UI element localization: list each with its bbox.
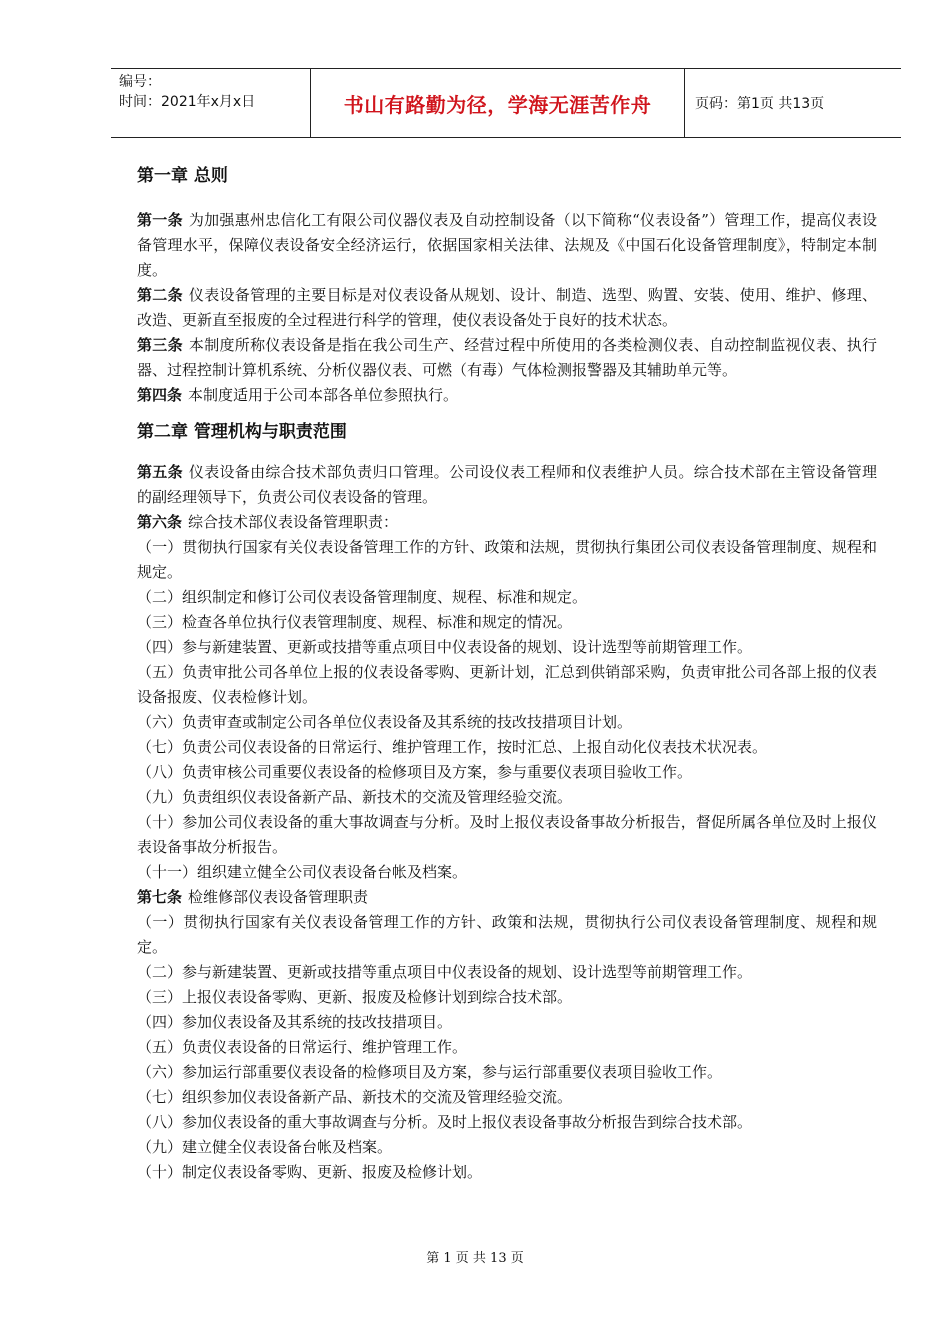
- document-number-label: 编号：: [119, 74, 161, 90]
- chapter-title: 第二章 管理机构与职责范围: [137, 422, 347, 442]
- paragraph-text: （六）负责审查或制定公司各单位仪表设备及其系统的技改技措项目计划。: [137, 713, 633, 731]
- paragraph-text: （三）检查各单位执行仪表管理制度、规程、标准和规定的情况。: [137, 613, 573, 631]
- paragraph-text: 本制度适用于公司本部各单位参照执行。: [188, 386, 459, 404]
- list-item: [137, 585, 877, 610]
- paragraph-text: （三）上报仪表设备零购、更新、报废及检修计划到综合技术部。: [137, 988, 573, 1006]
- article-paragraph: [137, 283, 877, 333]
- list-item: [137, 535, 877, 585]
- article-label: 第六条: [137, 513, 183, 531]
- list-item: [137, 910, 877, 960]
- paragraph-text: （十）参加公司仪表设备的重大事故调查与分析。及时上报仪表设备事故分析报告，督促所属各单位及时上报仪表设备事故分析报告。: [137, 813, 877, 856]
- list-item: [137, 735, 877, 760]
- page-header: [111, 68, 901, 138]
- list-item: [137, 660, 877, 710]
- paragraph-text: （六）参加运行部重要仪表设备的检修项目及方案，参与运行部重要仪表项目验收工作。: [137, 1063, 723, 1081]
- list-item: [137, 610, 877, 635]
- paragraph-text: （四）参与新建装置、更新或技措等重点项目中仪表设备的规划、设计选型等前期管理工作。: [137, 638, 753, 656]
- article-label: 第四条: [137, 386, 183, 404]
- document-body: [137, 162, 877, 1185]
- list-item: [137, 635, 877, 660]
- paragraph-text: （九）建立健全仪表设备台帐及档案。: [137, 1138, 393, 1156]
- paragraph-text: （七）组织参加仪表设备新产品、新技术的交流及管理经验交流。: [137, 1088, 573, 1106]
- list-item: [137, 1160, 877, 1185]
- list-item: [137, 1035, 877, 1060]
- paragraph-text: （一）贯彻执行国家有关仪表设备管理工作的方针、政策和法规，贯彻执行集团公司仪表设备管理制度、规程和规定。: [137, 538, 877, 581]
- header-meta: [111, 69, 311, 137]
- article-paragraph: [137, 333, 877, 383]
- list-item: [137, 785, 877, 810]
- list-item: [137, 985, 877, 1010]
- paragraph-text: 仪表设备管理的主要目标是对仪表设备从规划、设计、制造、选型、购置、安装、使用、维护、修理、改造、更新直至报废的全过程进行科学的管理，使仪表设备处于良好的技术状态。: [137, 286, 877, 329]
- paragraph-text: （十一）组织建立健全公司仪表设备台帐及档案。: [137, 863, 468, 881]
- paragraph-text: （五）负责审批公司各单位上报的仪表设备零购、更新计划，汇总到供销部采购，负责审批公司各部上报的仪表设备报废、仪表检修计划。: [137, 663, 877, 706]
- list-item: [137, 1010, 877, 1035]
- list-item: [137, 1110, 877, 1135]
- article-paragraph: [137, 885, 877, 910]
- article-paragraph: [137, 460, 877, 510]
- article-label: 第五条: [137, 463, 183, 481]
- list-item: [137, 810, 877, 860]
- paragraph-text: （八）参加仪表设备的重大事故调查与分析。及时上报仪表设备事故分析报告到综合技术部。: [137, 1113, 753, 1131]
- article-label: 第三条: [137, 336, 183, 354]
- paragraph-text: （二）参与新建装置、更新或技措等重点项目中仪表设备的规划、设计选型等前期管理工作。: [137, 963, 753, 981]
- paragraph-text: 仪表设备由综合技术部负责归口管理。公司设仪表工程师和仪表维护人员。综合技术部在主管设备管理的副经理领导下，负责公司仪表设备的管理。: [137, 463, 877, 506]
- paragraph-text: （四）参加仪表设备及其系统的技改技措项目。: [137, 1013, 453, 1031]
- paragraph-text: （十）制定仪表设备零购、更新、报废及检修计划。: [137, 1163, 483, 1181]
- paragraph-text: （八）负责审核公司重要仪表设备的检修项目及方案，参与重要仪表项目验收工作。: [137, 763, 693, 781]
- paragraph-text: （七）负责公司仪表设备的日常运行、维护管理工作，按时汇总、上报自动化仪表技术状况表。: [137, 738, 768, 756]
- article-label: 第一条: [137, 211, 183, 229]
- list-item: [137, 710, 877, 735]
- paragraph-text: 本制度所称仪表设备是指在我公司生产、经营过程中所使用的各类检测仪表、自动控制监视仪表、执行器、过程控制计算机系统、分析仪器仪表、可燃（有毒）气体检测报警器及其辅助单元等。: [137, 336, 877, 379]
- header-motto: 书山有路勤为径，学海无涯苦作舟: [311, 69, 685, 137]
- paragraph-text: 为加强惠州忠信化工有限公司仪器仪表及自动控制设备（以下简称“仪表设备”）管理工作，提高仪表设备管理水平，保障仪表设备安全经济运行，依据国家相关法律、法规及《中国石化设备管理制度》，特制定本制度。: [137, 211, 877, 279]
- article-paragraph: [137, 208, 877, 283]
- document-time: 时间：2021年x月x日: [119, 94, 256, 110]
- list-item: [137, 1085, 877, 1110]
- paragraph-text: （一）贯彻执行国家有关仪表设备管理工作的方针、政策和法规，贯彻执行公司仪表设备管理制度、规程和规定。: [137, 913, 877, 956]
- article-label: 第七条: [137, 888, 183, 906]
- article-label: 第二条: [137, 286, 183, 304]
- list-item: [137, 760, 877, 785]
- chapter-body: [137, 460, 877, 1185]
- paragraph-text: 综合技术部仪表设备管理职责：: [188, 513, 399, 531]
- list-item: [137, 1060, 877, 1085]
- chapter-body: [137, 208, 877, 408]
- paragraph-text: （九）负责组织仪表设备新产品、新技术的交流及管理经验交流。: [137, 788, 573, 806]
- article-paragraph: [137, 510, 877, 535]
- list-item: [137, 1135, 877, 1160]
- paragraph-text: 检维修部仪表设备管理职责: [188, 888, 369, 906]
- paragraph-text: （五）负责仪表设备的日常运行、维护管理工作。: [137, 1038, 468, 1056]
- page-footer: 第 1 页 共 13 页: [426, 1251, 524, 1266]
- chapter-title: 第一章 总则: [137, 166, 228, 186]
- list-item: [137, 860, 877, 885]
- paragraph-text: （二）组织制定和修订公司仪表设备管理制度、规程、标准和规定。: [137, 588, 588, 606]
- list-item: [137, 960, 877, 985]
- header-page-info: 页码：第1页 共13页: [695, 96, 825, 112]
- article-paragraph: [137, 383, 877, 408]
